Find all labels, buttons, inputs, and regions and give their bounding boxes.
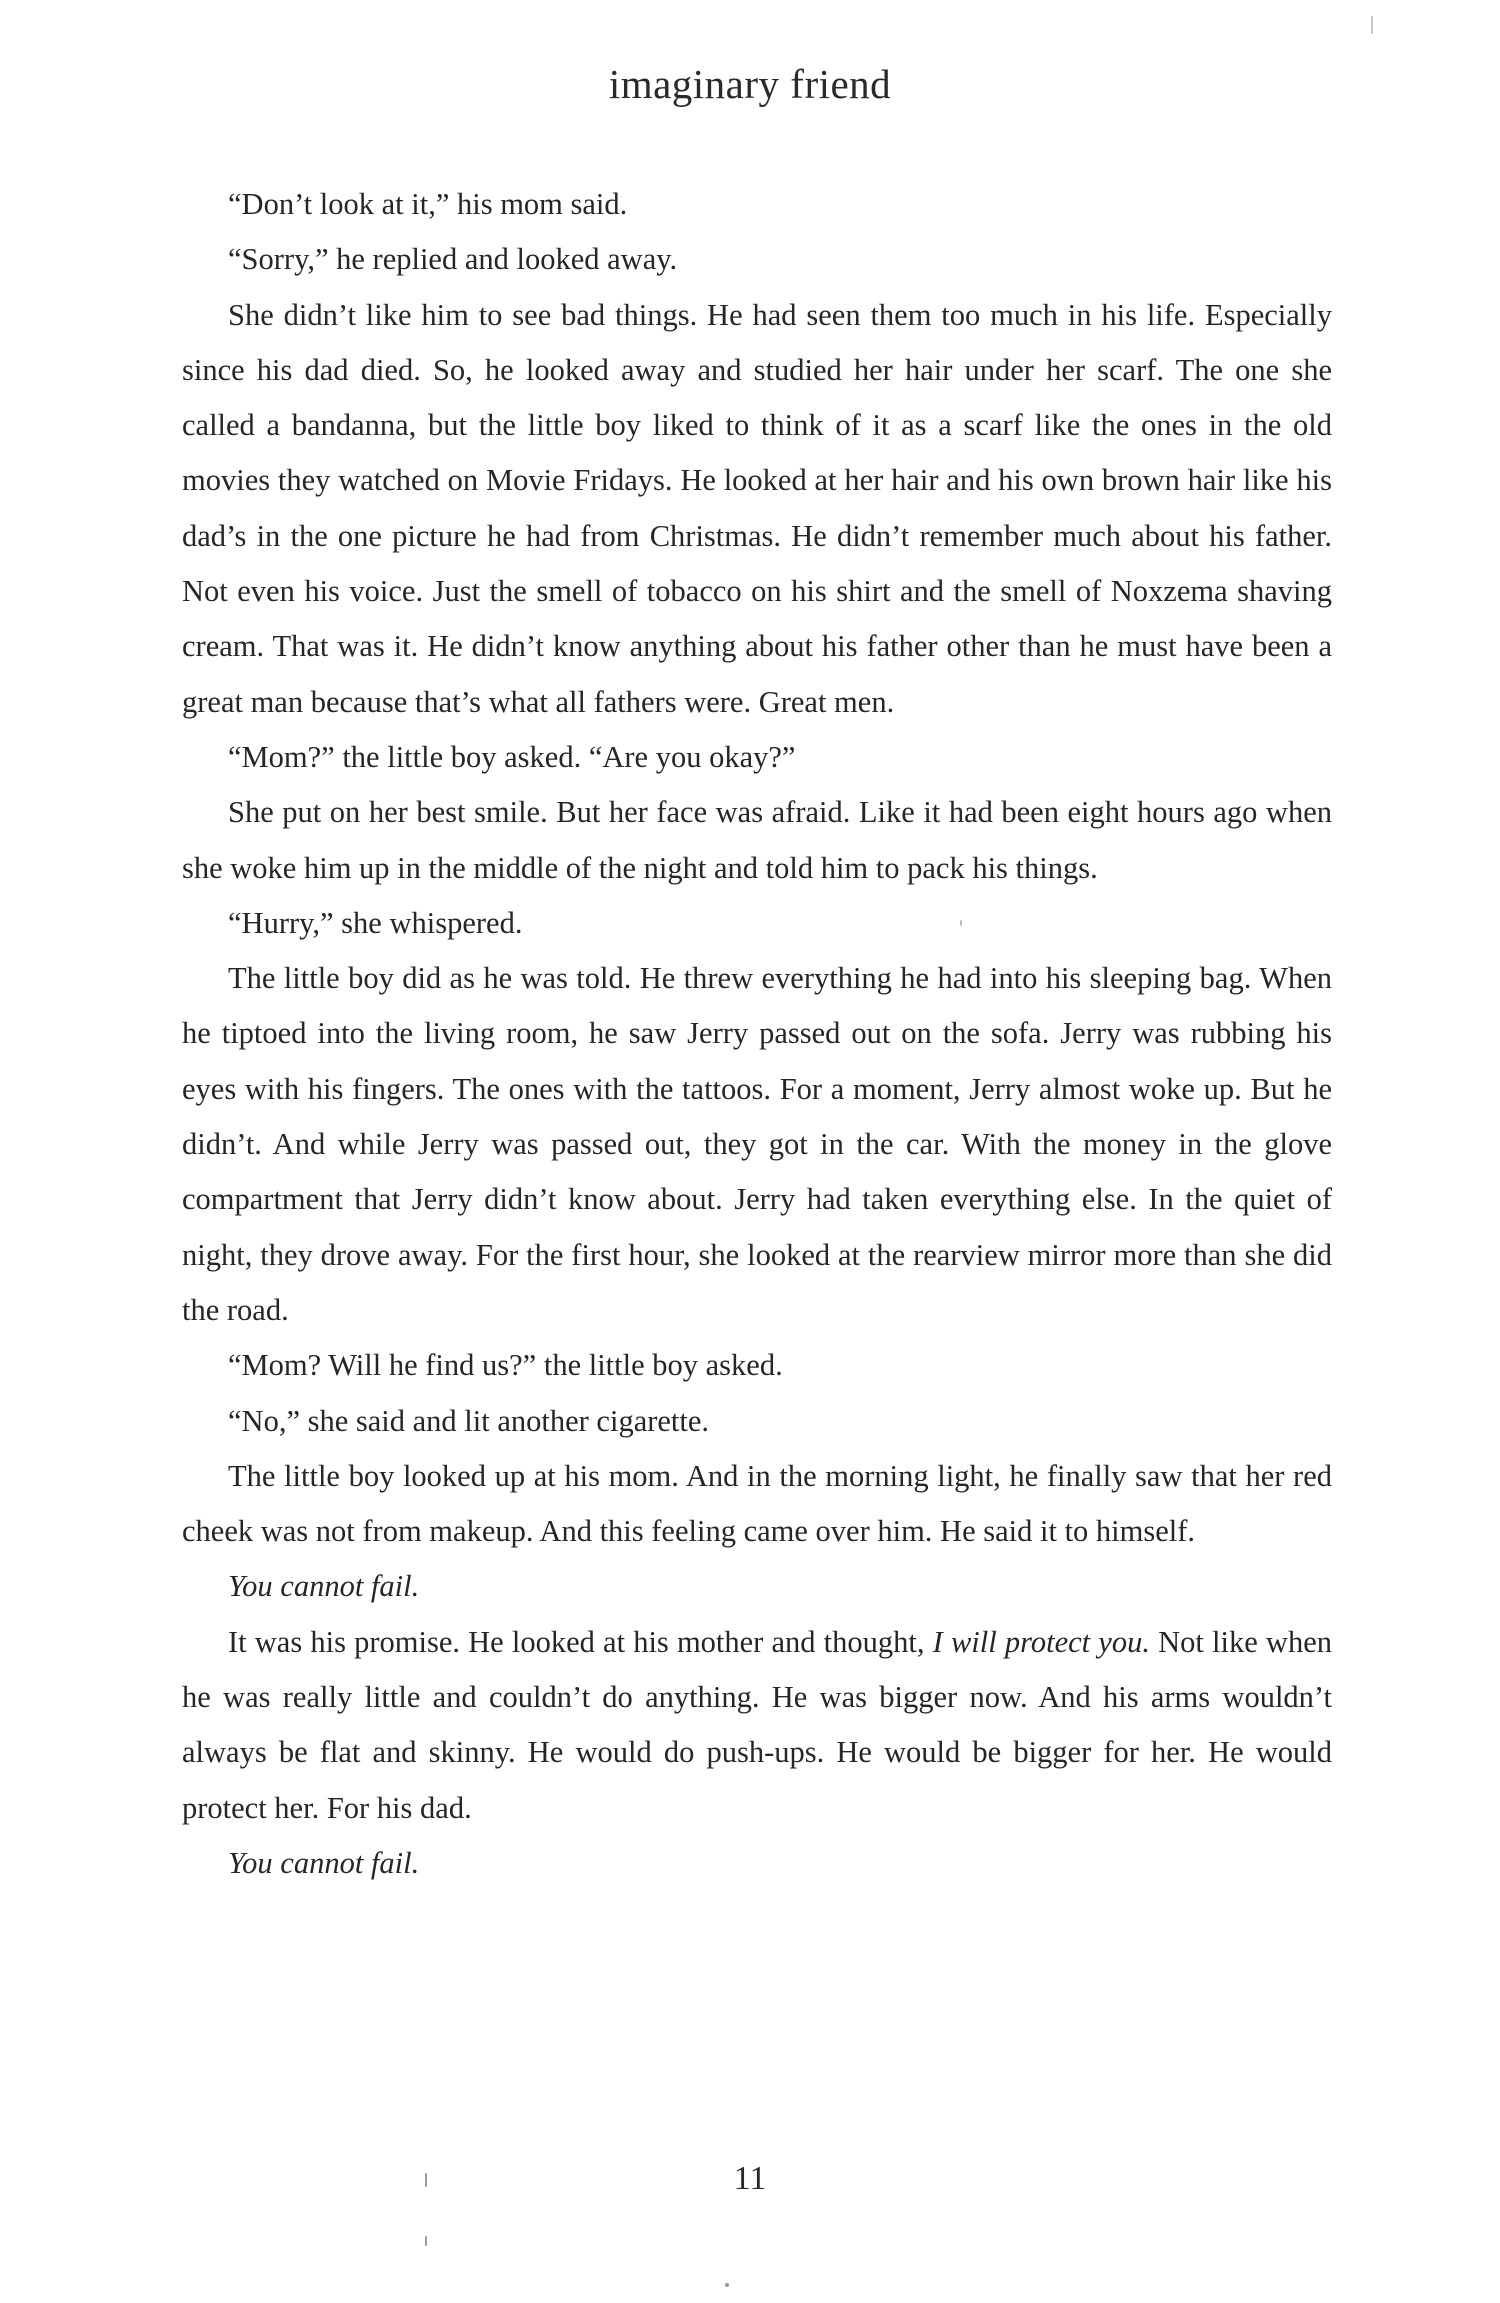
paragraph: “Sorry,” he replied and looked away.: [228, 242, 678, 277]
paragraph-text-end: Not like when he was really little and couldn’t do anything. He was bigger now. And his arms wouldn’t always be flat and skinny. He would do push-ups. He would be bigger for her. He would protect her. For his dad.: [182, 1624, 1332, 1825]
scan-speck: [425, 2236, 427, 2246]
page-number: 11: [733, 2160, 767, 2197]
paragraph: “Mom?” the little boy asked. “Are you okay?”: [228, 739, 796, 774]
scan-speck: [1371, 16, 1373, 34]
body-text: [182, 177, 1332, 1891]
paragraph: She didn’t like him to see bad things. He had seen them too much in his life. Especially since his dad died. So, he looked away and studied her hair under her scarf. The one she called a bandanna, but the little boy liked to think of it as a scarf like the ones in the old movies they watched on Movie Fridays. He looked at her hair and his own brown hair like his dad’s in the one picture he had from Christmas. He didn’t remember much about his father. Not even his voice. Just the smell of tobacco on his shirt and the smell of Noxzema shaving cream. That was it. He didn’t know anything about his father other than he must have been a great man because that’s what all fathers were. Great men.: [182, 297, 1332, 719]
paragraph: “Mom? Will he find us?” the little boy asked.: [228, 1348, 783, 1383]
paragraph: The little boy did as he was told. He threw everything he had into his sleeping bag. When he tiptoed into the living room, he saw Jerry passed out on the sofa. Jerry was rubbing his eyes with his fingers. The ones with the tattoos. For a moment, Jerry almost woke up. But he didn’t. And while Jerry was passed out, they got in the car. With the money in the glove compartment that Jerry didn’t know about. Jerry had taken everything else. In the quiet of night, they drove away. For the first hour, she looked at the rearview mirror more than she did the road.: [182, 961, 1332, 1327]
paragraph: [182, 1615, 1332, 1836]
italic-refrain: You cannot fail.: [228, 1845, 420, 1880]
italic-thought: I will protect you.: [932, 1624, 1150, 1659]
paragraph-text-start: It was his promise. He looked at his mother and thought,: [228, 1624, 933, 1659]
running-head: imaginary friend: [608, 61, 892, 107]
paragraph: “Don’t look at it,” his mom said.: [228, 187, 628, 221]
paragraph: She put on her best smile. But her face was afraid. Like it had been eight hours ago when she woke him up in the middle of the night and told him to pack his things.: [182, 795, 1332, 885]
scan-speck: [960, 920, 962, 926]
scan-speck: [425, 2173, 427, 2187]
paragraph: “No,” she said and lit another cigarette.: [228, 1403, 710, 1438]
paragraph: The little boy looked up at his mom. And in the morning light, he finally saw that her red cheek was not from makeup. And this feeling came over him. He said it to himself.: [182, 1458, 1332, 1549]
scan-speck: [725, 2283, 729, 2287]
italic-refrain: You cannot fail.: [228, 1569, 420, 1604]
paragraph: “Hurry,” she whispered.: [228, 905, 523, 940]
